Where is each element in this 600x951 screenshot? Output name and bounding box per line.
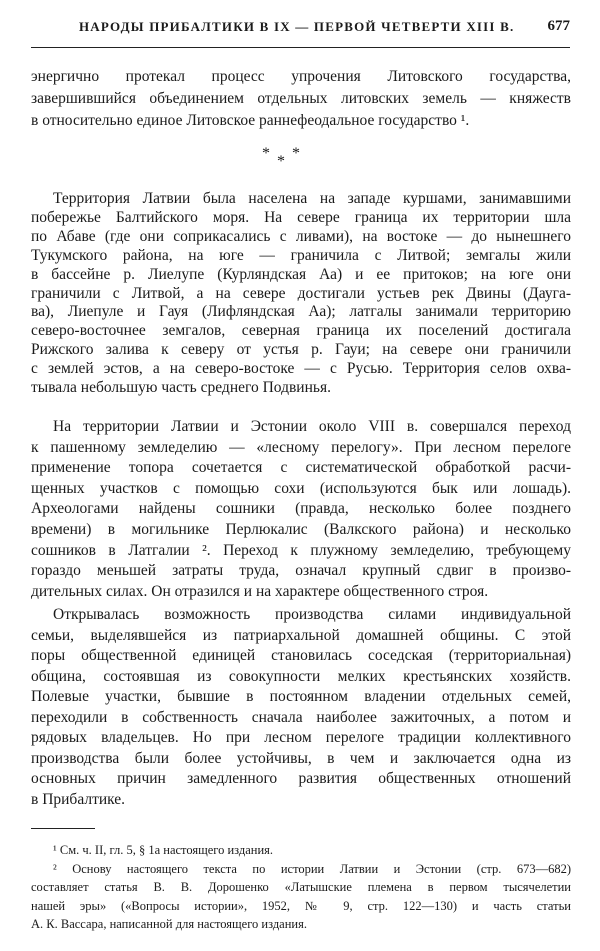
text-line: в относительно единое Литовское раннефеодальное государство ¹. [31, 112, 470, 129]
text-line: Рижского залива к северу от устья р. Гауи; на севере они граничили [31, 341, 571, 359]
text-line: завершившийся объединением отдельных литовских земель — княжеств [31, 90, 571, 107]
footnote-line: А. К. Вассара, написанной для настоящего издания. [31, 917, 307, 931]
text-line: побережье Балтийского моря. На севере граница их территории шла [31, 208, 571, 226]
footnote-line: нашей эры» («Вопросы истории», 1952, № 9, стр. 122—130) и часть статьи [31, 898, 571, 913]
text-line: дительных силах. Он отразился и на характере общественного строя. [31, 582, 489, 600]
paragraph-3 [31, 417, 571, 602]
text-line: по Абаве (где они соприкасались с ливами), на востоке — до нынешнего [31, 227, 571, 245]
text-line: Территория Латвии была населена на западе куршами, занимавшими [53, 190, 571, 207]
text-line: основных причин замедленного развития общественных отношений [31, 770, 571, 787]
section-separator [262, 145, 312, 175]
text-line: гораздо меньшей затраты труда, означал крупный сдвиг в произво- [31, 562, 571, 580]
text-line: община, состоявшая из совокупности мелких крестьянских хозяйств. [31, 667, 571, 685]
text-line: сошников в Латгалии ². Переход к плужному земледелию, требующему [31, 541, 571, 559]
text-line: в бассейне р. Лиелупе (Курляндская Аа) и ее притоков; на юге они [31, 265, 571, 283]
text-line: поры общественной единицей становилась соседская (территориальная) [31, 647, 571, 664]
text-line: На территории Латвии и Эстонии около VIII в. совершался переход [53, 418, 571, 435]
header-rule [31, 47, 570, 48]
text-line: с землей эстов, а на северо-востоке — с Русью. Территория селов охва- [31, 360, 571, 378]
running-header [31, 19, 570, 41]
text-line: Археологами найдены сошники (правда, несколько более позднего [31, 500, 571, 518]
footnote-line: составляет статья В. В. Дорошенко «Латышские племена в первом тысячелетии [31, 880, 571, 894]
text-line: переходили в собственность сначала наиболее зажиточных, а потом и [31, 708, 571, 726]
footnote-line: ² Основу настоящего текста по истории Латвии и Эстонии (стр. 673—682) [53, 861, 571, 876]
footnote-rule [31, 828, 95, 829]
text-line: тывала небольшую часть среднего Подвинья. [31, 379, 331, 397]
text-line: ва), Лиепуле и Гауя (Лифляндская Аа); латгалы занимали территорию [31, 303, 571, 321]
text-line: применение топора сочетается с систематической обработкой расчи- [31, 459, 571, 477]
text-line: северо-восточнее земгалов, северная граница их поселений достигала [31, 322, 571, 340]
paragraph-2 [31, 190, 571, 398]
text-line: Открывалась возможность производства силами индивидуальной [53, 606, 571, 623]
asterisk-icon: * [292, 145, 300, 162]
text-line: Тукумского района, на юге — граничила с Литвой; земгалы жили [31, 246, 571, 264]
text-line: производства были более устойчивы, в чем и заключается одна из [31, 749, 571, 767]
paragraph-1 [31, 66, 571, 132]
text-line: энергично протекал процесс упрочения Литовского государства, [31, 68, 571, 85]
footnotes [31, 841, 571, 934]
text-line: семьи, выделявшейся из патриархальной домашней общины. С этой [31, 626, 571, 644]
text-line: граничили с Литвой, а на севере достигали устьев рек Двины (Дауга- [31, 284, 571, 302]
asterisk-icon: * [277, 153, 285, 170]
text-line: времени) в могильнике Перлюкалис (Валкского района) и несколько [31, 520, 571, 538]
page-number: 677 [547, 18, 570, 34]
text-line: в Прибалтике. [31, 790, 126, 808]
text-line: к пашенному земледелию — «лесному перелогу». При лесном перелоге [31, 438, 571, 456]
footnote-line: ¹ См. ч. II, гл. 5, § 1а настоящего издания. [53, 843, 274, 857]
text-line: щенных участков с помощью сохи (используются бык или лошадь). [31, 479, 571, 497]
asterisk-icon: * [262, 145, 270, 162]
text-line: рядовых владельцев. Но при лесном перелоге традиции коллективного [31, 729, 571, 746]
text-line: Полевые участки, бывшие в постоянном владении отдельных семей, [31, 688, 571, 705]
running-title: НАРОДЫ ПРИБАЛТИКИ В IX — ПЕРВОЙ ЧЕТВЕРТИ XIII В. [79, 19, 515, 34]
paragraph-4 [31, 605, 571, 810]
